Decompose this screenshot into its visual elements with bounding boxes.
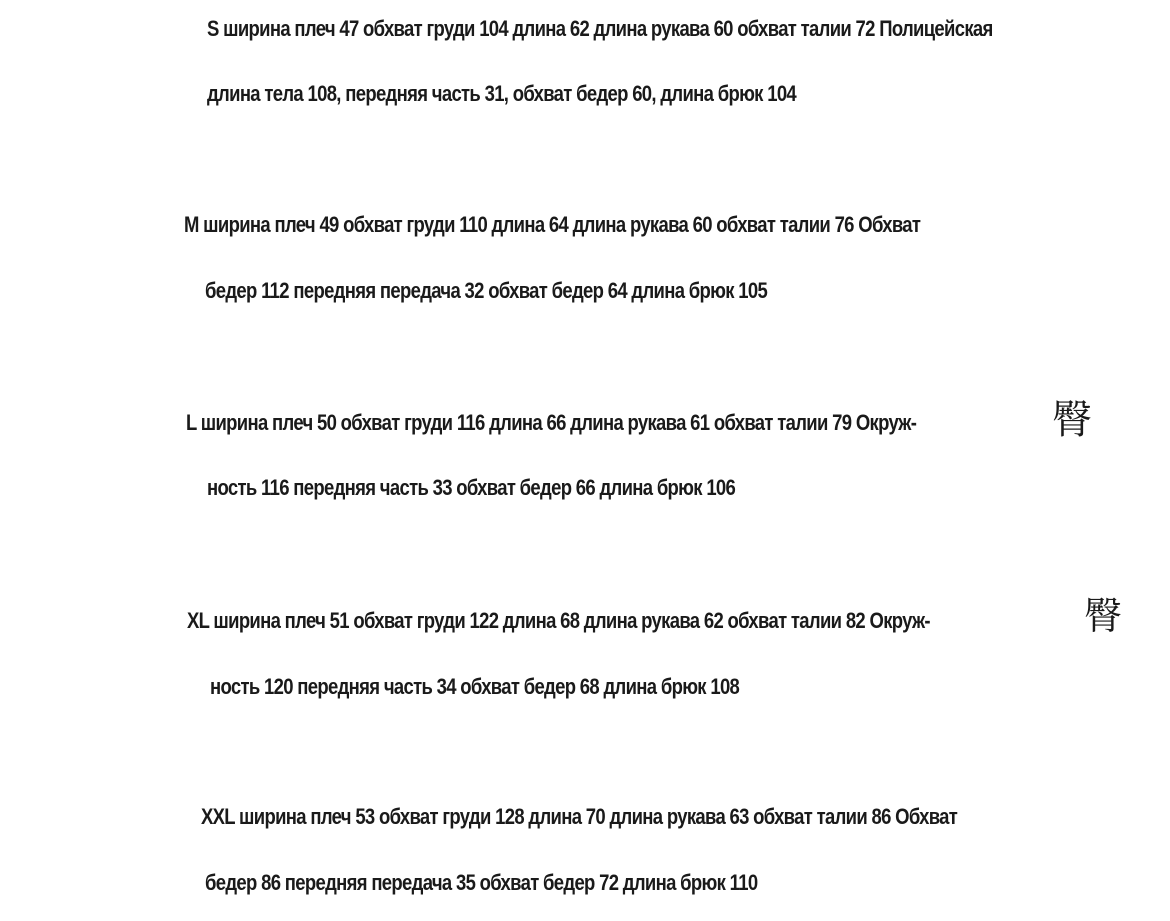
size-xxl-line-1: XXL ширина плеч 53 обхват груди 128 длина 70 длина рукава 63 обхват талии 86 Обхват [201, 804, 958, 829]
stray-glyph-2: 臀 [1084, 594, 1123, 638]
size-m-line-2: бедер 112 передняя передача 32 обхват бедер 64 длина брюк 105 [205, 278, 768, 303]
size-s-line-1: S ширина плеч 47 обхват груди 104 длина 62 длина рукава 60 обхват талии 72 Полицейская [207, 16, 993, 41]
size-l-line-2: ность 116 передняя часть 33 обхват бедер 66 длина брюк 106 [207, 475, 736, 500]
size-m-line-1: M ширина плеч 49 обхват груди 110 длина 64 длина рукава 60 обхват талии 76 Обхват [184, 212, 921, 237]
size-xl-line-2: ность 120 передняя часть 34 обхват бедер 68 длина брюк 108 [210, 674, 740, 699]
stray-glyph-1: 臀 [1052, 397, 1092, 443]
size-xxl-line-2: бедер 86 передняя передача 35 обхват бедер 72 длина брюк 110 [205, 870, 758, 895]
size-l-line-1: L ширина плеч 50 обхват груди 116 длина 66 длина рукава 61 обхват талии 79 Окруж- [186, 410, 917, 435]
size-xl-line-1: XL ширина плеч 51 обхват груди 122 длина 68 длина рукава 62 обхват талии 82 Окруж- [187, 608, 930, 633]
size-s-line-2: длина тела 108, передняя часть 31, обхват бедер 60, длина брюк 104 [207, 81, 797, 106]
